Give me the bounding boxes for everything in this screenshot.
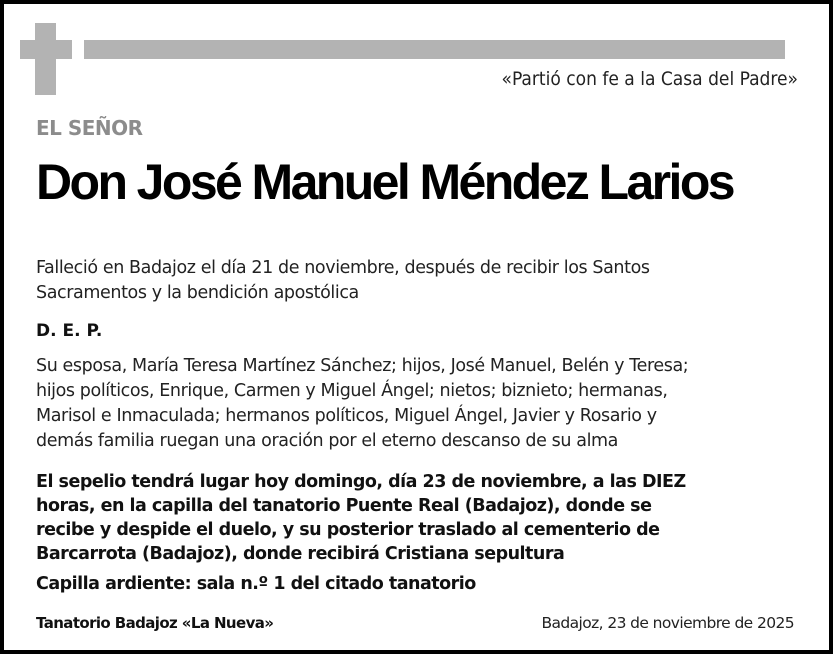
death-notice-line: Sacramentos y la bendición apostólica xyxy=(36,283,359,303)
funeral-line: recibe y despide el duelo, y su posterior traslado al cementerio de xyxy=(36,520,660,540)
family-line: hijos políticos, Enrique, Carmen y Miguel Ángel; nietos; biznieto; hermanas, xyxy=(36,381,668,401)
cross-icon xyxy=(35,23,56,95)
deceased-name: Don José Manuel Méndez Larios xyxy=(36,154,733,210)
family-list xyxy=(36,354,806,454)
honorific: EL SEÑOR xyxy=(36,116,143,140)
rip-label: D. E. P. xyxy=(36,321,103,341)
header-divider-bar xyxy=(84,40,785,59)
funeral-line: horas, en la capilla del tanatorio Puente Real (Badajoz), donde se xyxy=(36,496,652,516)
funeral-line: El sepelio tendrá lugar hoy domingo, día 23 de noviembre, a las DIEZ xyxy=(36,472,686,492)
funeral-details xyxy=(36,470,806,566)
family-line: demás familia ruegan una oración por el eterno descanso de su alma xyxy=(36,431,618,451)
funeral-home: Tanatorio Badajoz «La Nueva» xyxy=(36,614,274,632)
place-date: Badajoz, 23 de noviembre de 2025 xyxy=(541,614,794,632)
chapel-info: Capilla ardiente: sala n.º 1 del citado tanatorio xyxy=(36,574,476,594)
death-notice xyxy=(36,256,796,306)
death-notice-line: Falleció en Badajoz el día 21 de noviembre, después de recibir los Santos xyxy=(36,258,650,278)
funeral-line: Barcarrota (Badajoz), donde recibirá Cristiana sepultura xyxy=(36,544,565,564)
family-line: Marisol e Inmaculada; hermanos políticos, Miguel Ángel, Javier y Rosario y xyxy=(36,406,657,426)
motto: «Partió con fe a la Casa del Padre» xyxy=(501,68,798,90)
cross-icon-arm xyxy=(20,40,72,59)
family-line: Su esposa, María Teresa Martínez Sánchez; hijos, José Manuel, Belén y Teresa; xyxy=(36,356,689,376)
